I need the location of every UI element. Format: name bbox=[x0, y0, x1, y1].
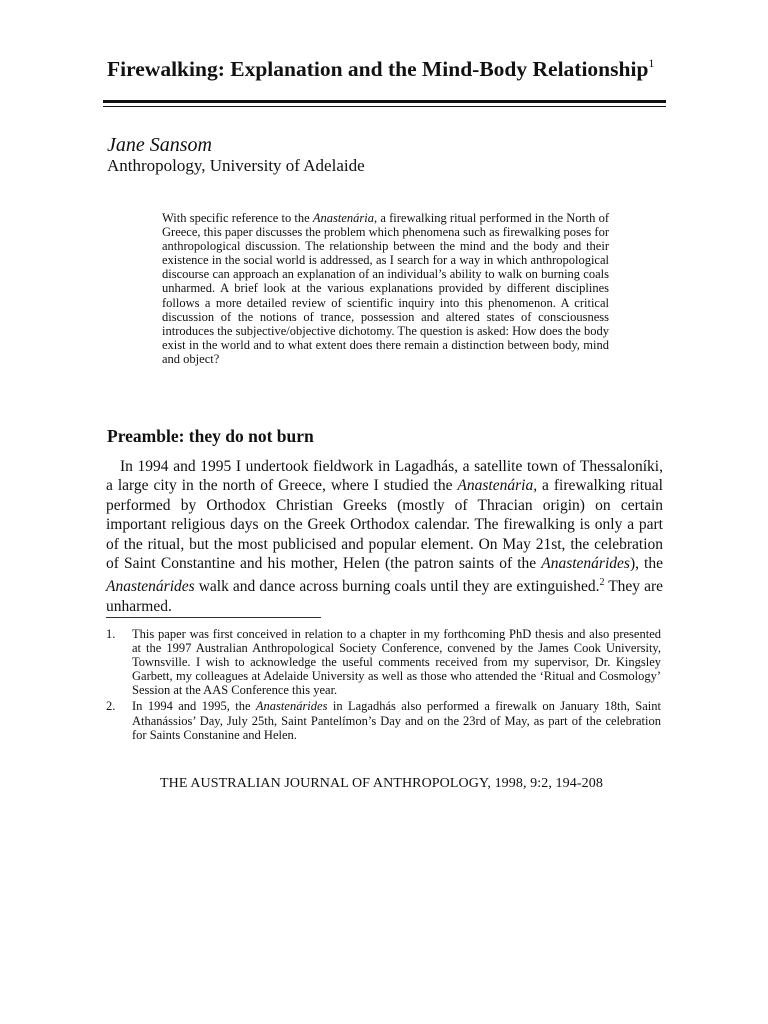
title-rule-thin bbox=[103, 106, 666, 107]
body-text-2: a firewalking ritual performed by Orthodox Christian Greeks (mostly of Thracian origin) on certain important religious days on the Greek Orthodox calendar. The firewalking is only a part of the ritual, but the most publicised and popular element. On May 21st, the celebration of Saint Constantine and his mother, Helen (the patron saints of the bbox=[106, 477, 663, 573]
article-title-text: Firewalking: Explanation and the Mind-Body Relationship bbox=[107, 57, 649, 81]
title-footnote-marker[interactable]: 1 bbox=[648, 56, 655, 70]
journal-citation: THE AUSTRALIAN JOURNAL OF ANTHROPOLOGY, 1998, 9:2, 194-208 bbox=[160, 776, 603, 791]
footnote-term: Anastenárides bbox=[255, 699, 328, 714]
article-title bbox=[107, 56, 707, 82]
section-body bbox=[106, 457, 663, 616]
footnote-text bbox=[132, 699, 661, 741]
abstract bbox=[162, 211, 609, 366]
footnote-number: 1. bbox=[106, 627, 116, 641]
footnote-item bbox=[106, 627, 661, 697]
footnote-separator bbox=[106, 617, 321, 618]
abstract-text-2: , a firewalking ritual performed in the North of Greece, this paper discusses the problem which phenomena such as firewalking poses for anthropological discussion. The relationship between the mind and the body and their existence in the social world is addressed, as I search for a way in which anthropological discourse can approach an explanation of an individual’s ability to walk on burning coals unharmed. A brief look at the various explanations provided by different disciplines follows a more detailed review of scientific inquiry into this phenomenon. A critical discussion of the notions of trance, possession and altered states of consciousness introduces the subjective/objective dichotomy. The question is asked: How does the body exist in the world and to what extent does there remain a distinction between body, mind and object? bbox=[162, 211, 609, 366]
abstract-term: Anastenária bbox=[312, 211, 374, 225]
body-term-2: Anastenárides bbox=[541, 555, 630, 573]
footnote-ref-2[interactable]: 2 bbox=[599, 577, 605, 589]
footnote-item bbox=[106, 699, 661, 741]
title-rule-thick bbox=[103, 100, 666, 103]
section-heading: Preamble: they do not burn bbox=[107, 426, 314, 446]
footnote-text-1: In 1994 and 1995, the bbox=[132, 699, 256, 714]
body-text-5: They are unharmed. bbox=[106, 578, 663, 615]
footnote-number: 2. bbox=[106, 699, 116, 714]
body-text-4: walk and dance across burning coals until they are extinguished. bbox=[194, 578, 600, 596]
body-term-3: Anastenárides bbox=[106, 578, 195, 596]
author-name: Jane Sansom bbox=[107, 134, 212, 156]
author-affiliation: Anthropology, University of Adelaide bbox=[107, 156, 365, 175]
abstract-text-1: With specific reference to the bbox=[162, 211, 313, 225]
body-text-1: In 1994 and 1995 I undertook fieldwork in Lagadhás, a satellite town of Thessaloníki, a large city in the north of Greece, where I studied the bbox=[106, 458, 663, 495]
body-term-1: Anastenária, bbox=[457, 477, 538, 495]
footnote-text: This paper was first conceived in relation to a chapter in my forthcoming PhD thesis and also presented at the 1997 Australian Anthropological Society Conference, convened by the James Cook University, Townsville. I wish to acknowledge the useful comments received from my supervisor, Dr. Kingsley Garbett, my colleagues at Adelaide University as well as those who attended the ‘Ritual and Cosmology’ Session at the AAS Conference this year. bbox=[132, 627, 661, 698]
footnotes bbox=[106, 627, 661, 744]
footnote-text-2: in Lagadhás also performed a firewalk on January 18th, Saint Athanássios’ Day, July 25th, Saint Pantelímon’s Day and on the 23rd of May, as part of the celebration for Saints Constanine and Helen. bbox=[132, 699, 661, 742]
body-text-3: ), the bbox=[629, 555, 663, 573]
